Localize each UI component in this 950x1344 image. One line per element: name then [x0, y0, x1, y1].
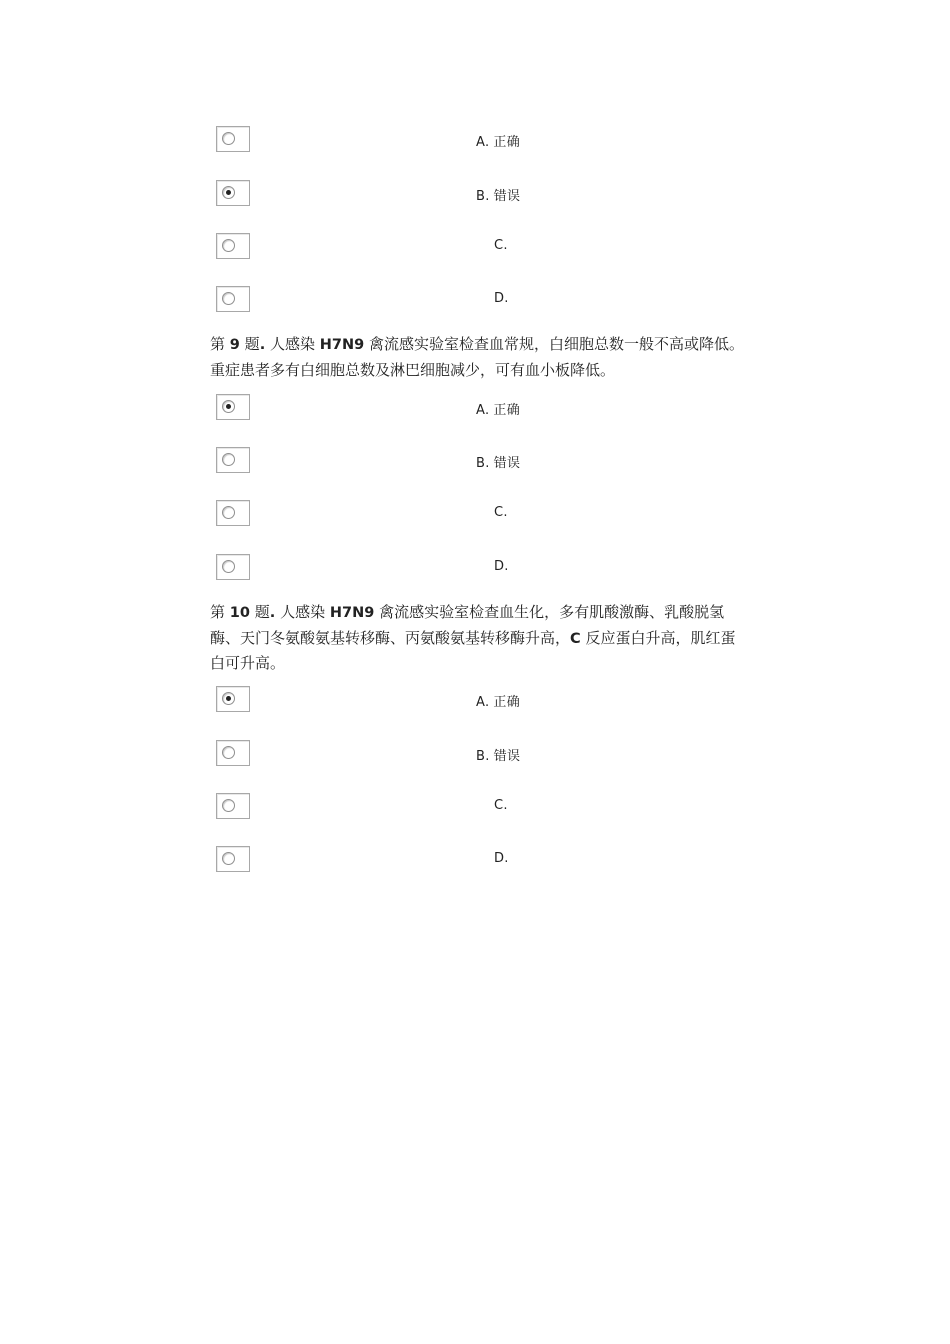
option-letter: C.	[494, 505, 508, 520]
option-text: 正确	[493, 403, 521, 418]
option-letter: B.	[476, 189, 490, 204]
option-label	[494, 291, 509, 306]
option-text: 错误	[493, 189, 521, 204]
radio-dot-icon	[226, 696, 231, 701]
question-text-a: 人感染	[275, 603, 330, 621]
option-row-q10-c	[0, 793, 950, 821]
radio-q9-d[interactable]	[216, 554, 250, 580]
option-row-q10-b	[0, 740, 950, 768]
option-row-q10-d	[0, 846, 950, 874]
option-letter: C.	[494, 798, 508, 813]
option-label	[476, 399, 520, 418]
option-letter: A.	[476, 403, 490, 418]
question-number: 9	[229, 337, 240, 353]
radio-q10-d[interactable]	[216, 846, 250, 872]
radio-circle-icon	[222, 186, 235, 199]
radio-dot-icon	[226, 190, 231, 195]
radio-q9-b[interactable]	[216, 447, 250, 473]
radio-circle-icon	[222, 453, 235, 466]
question-9-text	[210, 332, 750, 382]
option-row-q10-a	[0, 686, 950, 714]
question-10-text	[210, 600, 750, 676]
option-letter: A.	[476, 135, 490, 150]
question-bold-b: C	[570, 630, 581, 647]
question-prefix: 第	[210, 335, 226, 353]
radio-q10-b[interactable]	[216, 740, 250, 766]
option-label	[476, 745, 520, 764]
option-letter: B.	[476, 749, 490, 764]
question-mid: 题	[244, 335, 260, 353]
option-letter: B.	[476, 456, 490, 471]
question-text-a: 人感染	[265, 335, 320, 353]
radio-circle-icon	[222, 132, 235, 145]
option-text: 错误	[493, 749, 521, 764]
radio-q8-a[interactable]	[216, 126, 250, 152]
option-row-q9-c	[0, 500, 950, 528]
option-row-q8-d	[0, 286, 950, 314]
option-letter: D.	[494, 559, 509, 574]
option-label	[494, 559, 509, 574]
option-label	[476, 691, 520, 710]
question-prefix: 第	[210, 603, 226, 621]
option-label	[476, 452, 520, 471]
option-label	[476, 185, 520, 204]
radio-q8-d[interactable]	[216, 286, 250, 312]
radio-q9-c[interactable]	[216, 500, 250, 526]
radio-circle-icon	[222, 400, 235, 413]
option-label	[476, 131, 520, 150]
option-row-q8-c	[0, 233, 950, 261]
radio-circle-icon	[222, 852, 235, 865]
question-dot: .	[269, 605, 276, 621]
radio-circle-icon	[222, 506, 235, 519]
question-number: 10	[229, 605, 250, 621]
radio-circle-icon	[222, 799, 235, 812]
question-bold-a: H7N9	[319, 337, 365, 353]
option-label	[494, 851, 509, 866]
option-letter: A.	[476, 695, 490, 710]
option-row-q8-a	[0, 126, 950, 154]
option-row-q8-b	[0, 180, 950, 208]
option-label	[494, 798, 508, 813]
radio-circle-icon	[222, 692, 235, 705]
radio-q10-c[interactable]	[216, 793, 250, 819]
radio-dot-icon	[226, 404, 231, 409]
radio-circle-icon	[222, 292, 235, 305]
radio-circle-icon	[222, 746, 235, 759]
radio-q9-a[interactable]	[216, 394, 250, 420]
question-text-b: 禽流感实验室检查血常规，白细胞总数一般不高或降低。重症患者多有白细胞总数及淋巴细胞减少，可有血小板降低。	[210, 335, 744, 379]
radio-circle-icon	[222, 239, 235, 252]
question-text-b: 禽流感实验室检查血生化，多有肌酸激酶、乳酸脱氢酶、天门冬氨酸氨基转移酶、丙氨酸氨基转移酶升高，	[210, 603, 725, 647]
option-letter: D.	[494, 291, 509, 306]
radio-q10-a[interactable]	[216, 686, 250, 712]
radio-q8-b[interactable]	[216, 180, 250, 206]
question-text-c: 反应蛋白升高，肌红蛋白可升高。	[210, 628, 736, 672]
option-letter: D.	[494, 851, 509, 866]
option-row-q9-d	[0, 554, 950, 582]
question-bold-a: H7N9	[329, 605, 375, 621]
option-row-q9-b	[0, 447, 950, 475]
question-mid: 题	[254, 603, 270, 621]
option-label	[494, 505, 508, 520]
option-label	[494, 238, 508, 253]
option-row-q9-a	[0, 394, 950, 422]
option-text: 正确	[493, 135, 521, 150]
option-text: 错误	[493, 456, 521, 471]
radio-q8-c[interactable]	[216, 233, 250, 259]
question-dot: .	[259, 337, 266, 353]
radio-circle-icon	[222, 560, 235, 573]
option-letter: C.	[494, 238, 508, 253]
option-text: 正确	[493, 695, 521, 710]
